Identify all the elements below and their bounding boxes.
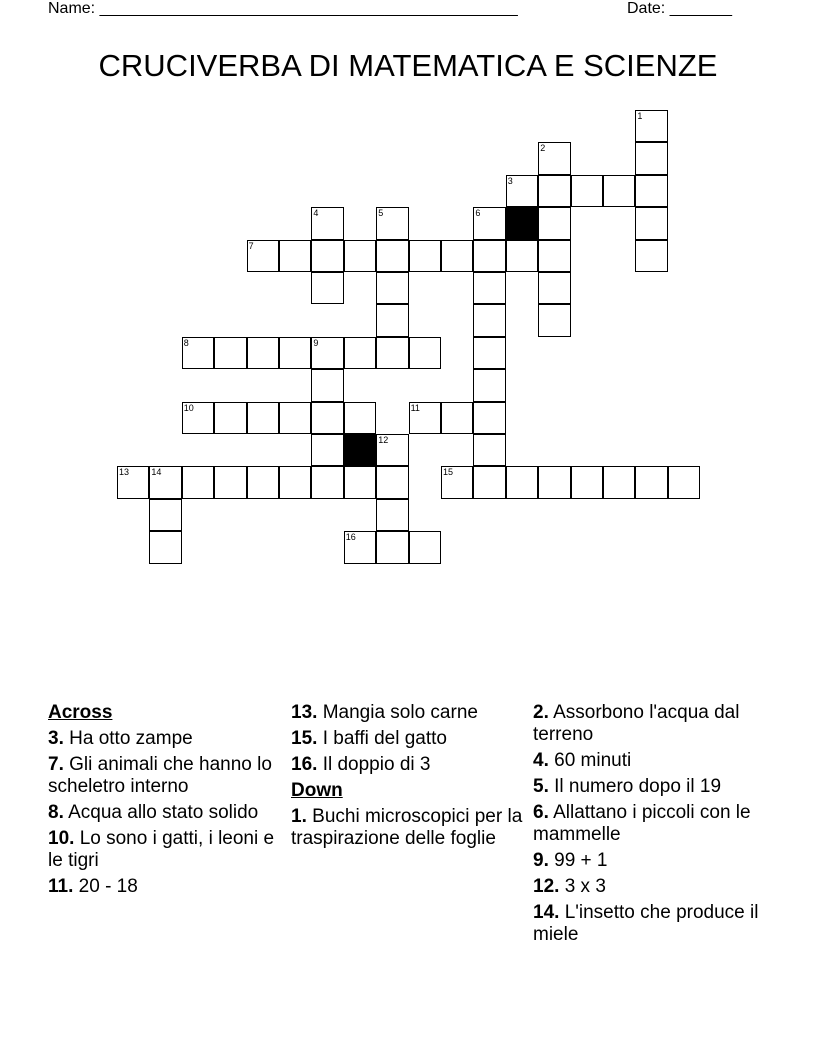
grid-cell[interactable]: [635, 175, 667, 207]
grid-cell[interactable]: [376, 337, 408, 369]
grid-cell[interactable]: [473, 304, 505, 336]
grid-cell[interactable]: [311, 207, 343, 239]
grid-cell[interactable]: [344, 337, 376, 369]
grid-cell[interactable]: [538, 207, 570, 239]
clue-column-2: [291, 702, 527, 854]
grid-cell[interactable]: [182, 466, 214, 498]
grid-cell[interactable]: [473, 207, 505, 239]
grid-cell[interactable]: [635, 142, 667, 174]
grid-cell[interactable]: [311, 466, 343, 498]
grid-cell[interactable]: [279, 337, 311, 369]
grid-cell[interactable]: [506, 240, 538, 272]
cell-number: 12: [378, 435, 389, 445]
clue-number: 2.: [533, 702, 549, 723]
grid-cell[interactable]: [506, 175, 538, 207]
grid-cell[interactable]: [635, 466, 667, 498]
grid-cell[interactable]: [344, 531, 376, 563]
grid-cell[interactable]: [441, 466, 473, 498]
clue-across-3: [48, 728, 284, 750]
grid-cell[interactable]: [473, 434, 505, 466]
clue-number: 1.: [291, 806, 307, 827]
clue-number: 5.: [533, 776, 549, 797]
clue-number: 15.: [291, 728, 318, 749]
grid-cell[interactable]: [506, 466, 538, 498]
cell-number: 9: [313, 337, 319, 348]
grid-cell[interactable]: [635, 240, 667, 272]
clue-across-16: [291, 754, 527, 776]
clue-text: Il doppio di 3: [322, 754, 431, 775]
clue-number: 3.: [48, 728, 64, 749]
grid-cell[interactable]: [376, 207, 408, 239]
grid-cell[interactable]: [635, 207, 667, 239]
grid-cell[interactable]: [538, 304, 570, 336]
cell-number: 15: [443, 467, 454, 478]
grid-cell[interactable]: [571, 175, 603, 207]
grid-cell[interactable]: [117, 466, 149, 498]
grid-cell[interactable]: [409, 240, 441, 272]
clue-number: 4.: [533, 750, 549, 771]
clue-across-15: [291, 728, 527, 750]
cell-number: 10: [183, 402, 194, 413]
cell-number: 13: [119, 467, 130, 478]
grid-cell[interactable]: [473, 402, 505, 434]
grid-cell[interactable]: [247, 240, 279, 272]
clue-across-8: [48, 802, 284, 824]
grid-cell[interactable]: [344, 466, 376, 498]
clue-down-14: [533, 902, 769, 946]
clue-text: 60 minuti: [554, 750, 632, 771]
grid-cell[interactable]: [571, 466, 603, 498]
clue-text: I baffi del gatto: [322, 728, 448, 749]
cell-number: 16: [345, 532, 356, 543]
cell-number: 11: [410, 402, 420, 413]
clue-down-4: [533, 750, 769, 772]
grid-cell[interactable]: [376, 240, 408, 272]
black-cell: [506, 207, 538, 239]
clue-text: Ha otto zampe: [69, 728, 193, 749]
grid-cell[interactable]: [376, 499, 408, 531]
grid-cell[interactable]: [182, 337, 214, 369]
grid-cell[interactable]: [311, 369, 343, 401]
clue-number: 10.: [48, 828, 75, 849]
grid-cell[interactable]: [214, 402, 246, 434]
grid-cell[interactable]: [473, 466, 505, 498]
grid-cell[interactable]: [409, 337, 441, 369]
grid-cell[interactable]: [538, 466, 570, 498]
clue-number: 6.: [533, 802, 549, 823]
grid-cell[interactable]: [311, 434, 343, 466]
grid-cell[interactable]: [149, 499, 181, 531]
grid-cell[interactable]: [279, 402, 311, 434]
clue-text: Assorbono l'acqua dal terreno: [533, 702, 740, 745]
clue-text: 3 x 3: [564, 876, 606, 897]
cell-number: 4: [313, 208, 319, 219]
grid-cell[interactable]: [247, 337, 279, 369]
cell-number: 2: [540, 143, 546, 154]
clue-down-12: [533, 876, 769, 898]
clue-number: 12.: [533, 876, 560, 897]
date-field: Date: _______: [627, 0, 732, 17]
clue-text: Lo sono i gatti, i leoni e le tigri: [48, 828, 275, 871]
grid-cell[interactable]: [473, 240, 505, 272]
grid-cell[interactable]: [311, 272, 343, 304]
clue-text: 99 + 1: [554, 850, 608, 871]
grid-cell[interactable]: [473, 337, 505, 369]
grid-cell[interactable]: [635, 110, 667, 142]
grid-cell[interactable]: [247, 466, 279, 498]
grid-cell[interactable]: [214, 337, 246, 369]
cell-number: 1: [637, 111, 643, 121]
clue-text: Gli animali che hanno lo scheletro interno: [48, 754, 272, 797]
clue-text: Mangia solo carne: [322, 702, 478, 723]
grid-cell[interactable]: [376, 304, 408, 336]
grid-cell[interactable]: [409, 531, 441, 563]
cell-number: 5: [378, 208, 384, 219]
clue-down-6: [533, 802, 769, 846]
grid-cell[interactable]: [441, 402, 473, 434]
grid-cell[interactable]: [344, 402, 376, 434]
grid-cell[interactable]: [149, 466, 181, 498]
grid-cell[interactable]: [376, 434, 408, 466]
clue-across-13: [291, 702, 527, 724]
clue-number: 7.: [48, 754, 64, 775]
grid-cell[interactable]: [247, 402, 279, 434]
clue-text: Buchi microscopici per la traspirazione delle foglie: [291, 806, 523, 849]
cell-number: 7: [248, 240, 254, 251]
grid-cell[interactable]: [214, 466, 246, 498]
black-cell: [344, 434, 376, 466]
grid-cell[interactable]: [409, 402, 441, 434]
grid-cell[interactable]: [538, 142, 570, 174]
grid-cell[interactable]: [538, 272, 570, 304]
grid-cell[interactable]: [603, 175, 635, 207]
clue-down-5: [533, 776, 769, 798]
grid-cell[interactable]: [376, 531, 408, 563]
cell-number: 14: [151, 467, 162, 478]
clue-text: L'insetto che produce il miele: [533, 902, 759, 945]
clue-number: 13.: [291, 702, 318, 723]
grid-cell[interactable]: [279, 240, 311, 272]
down-heading: Down: [291, 780, 343, 801]
grid-cell[interactable]: [182, 402, 214, 434]
grid-cell[interactable]: [376, 272, 408, 304]
clue-text: 20 - 18: [78, 876, 138, 897]
cell-number: 3: [507, 175, 513, 186]
clue-down-9: [533, 850, 769, 872]
clue-text: Acqua allo stato solido: [68, 802, 259, 823]
clue-number: 8.: [48, 802, 64, 823]
clue-number: 16.: [291, 754, 318, 775]
grid-cell[interactable]: [311, 402, 343, 434]
grid-cell[interactable]: [376, 466, 408, 498]
clue-text: Il numero dopo il 19: [554, 776, 722, 797]
grid-cell[interactable]: [311, 240, 343, 272]
clue-number: 11.: [48, 876, 74, 897]
cell-number: 8: [183, 337, 189, 348]
clue-across-11: [48, 876, 284, 898]
cell-number: 6: [475, 208, 481, 219]
across-heading: Across: [48, 702, 113, 723]
clue-number: 9.: [533, 850, 549, 871]
clue-number: 14.: [533, 902, 560, 923]
clue-across-7: [48, 754, 284, 798]
clue-down-1: [291, 806, 527, 850]
clue-down-2: [533, 702, 769, 746]
clue-column-1: [48, 702, 284, 902]
clue-column-3: [533, 702, 769, 950]
grid-cell[interactable]: [441, 240, 473, 272]
grid-cell[interactable]: [279, 466, 311, 498]
grid-cell[interactable]: [668, 466, 700, 498]
grid-cell[interactable]: [473, 369, 505, 401]
clue-across-10: [48, 828, 284, 872]
grid-cell[interactable]: [473, 272, 505, 304]
grid-cell[interactable]: [603, 466, 635, 498]
page-title: CRUCIVERBA DI MATEMATICA E SCIENZE: [98, 48, 718, 83]
clue-text: Allattano i piccoli con le mammelle: [533, 802, 751, 845]
grid-cell[interactable]: [538, 240, 570, 272]
name-field: Name: _______________________________________________: [48, 0, 518, 17]
grid-cell[interactable]: [311, 337, 343, 369]
grid-cell[interactable]: [538, 175, 570, 207]
grid-cell[interactable]: [149, 531, 181, 563]
grid-cell[interactable]: [344, 240, 376, 272]
